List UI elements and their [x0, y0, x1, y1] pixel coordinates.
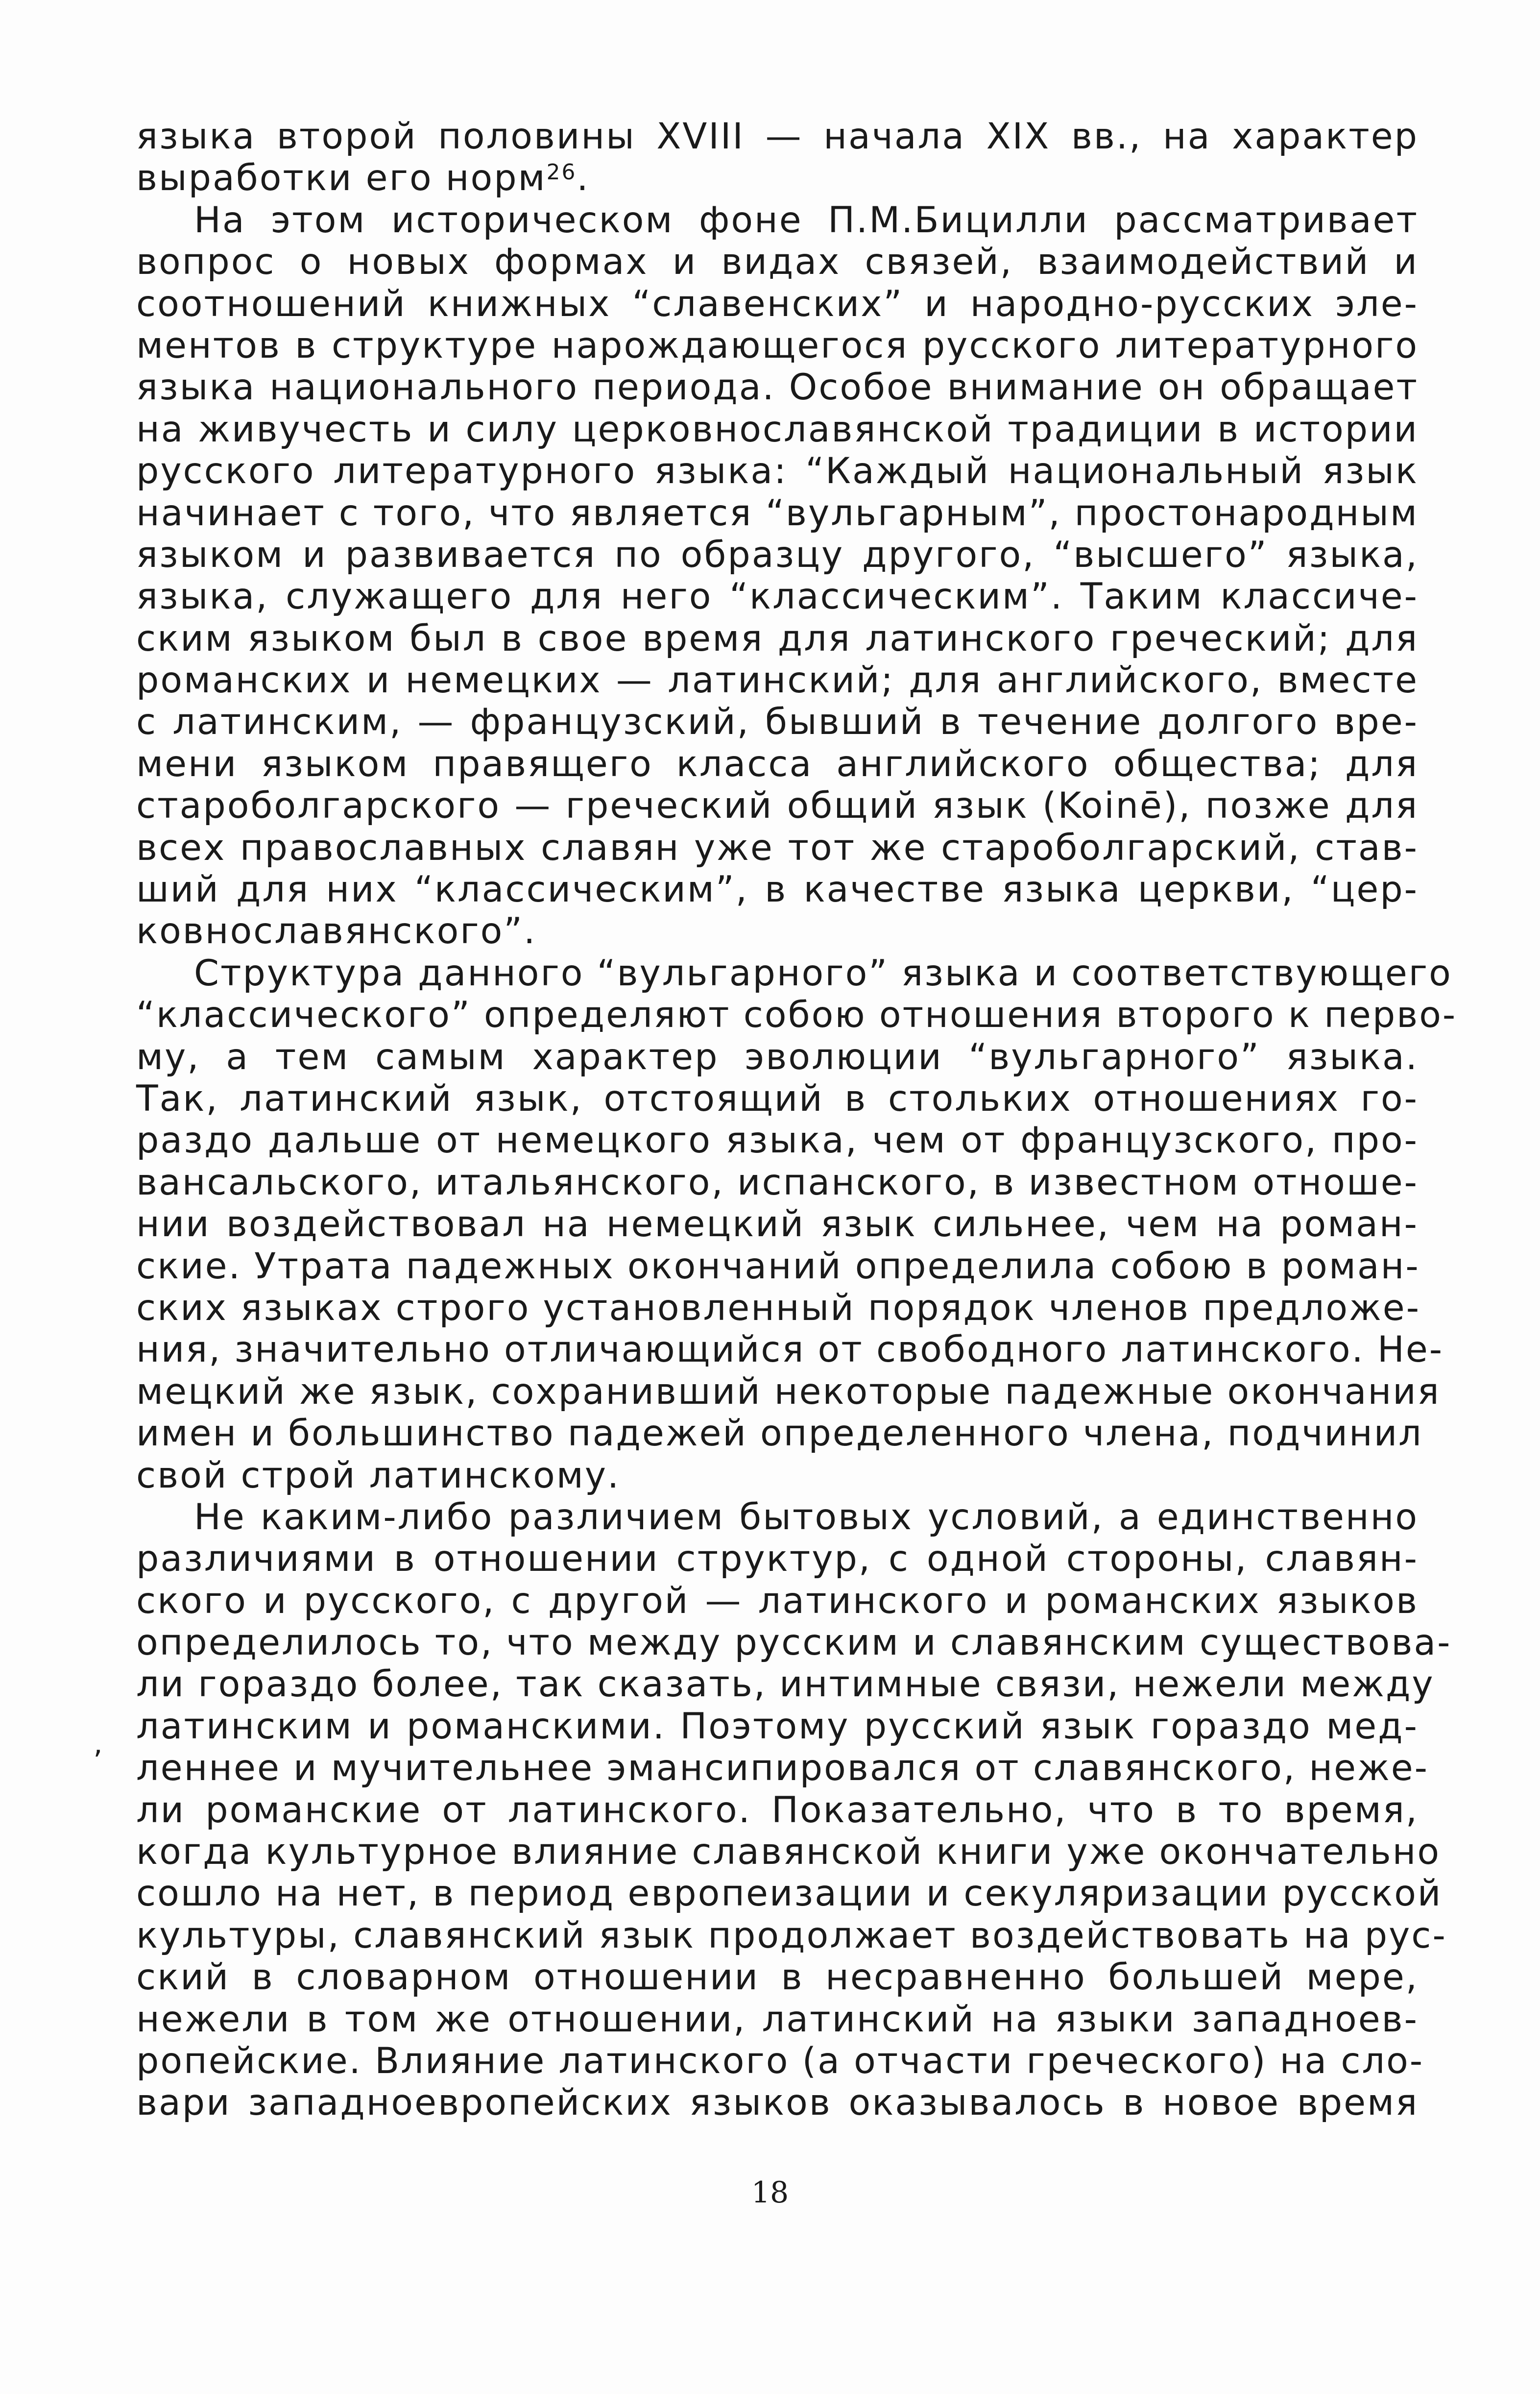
text-line: латинским и романскими. Поэтому русский язык гораздо мед- — [136, 1705, 1419, 1747]
text-line: имен и большинство падежей определенного члена, подчинил — [136, 1413, 1423, 1455]
text-line: вансальского, итальянского, испанского, в известном отноше- — [136, 1161, 1419, 1203]
text-line: ли гораздо более, так сказать, интимные связи, нежели между — [136, 1663, 1435, 1706]
text-line: нии воздействовал на немецкий язык сильнее, чем на роман- — [136, 1203, 1419, 1246]
text-line: ского и русского, с другой — латинского и романских языков — [136, 1580, 1419, 1622]
text-line: всех православных славян уже тот же староболгарский, став- — [136, 827, 1419, 869]
text-line: языка второй половины XVIII — начала XIX вв., на характер — [136, 116, 1419, 157]
text-line: Не каким-либо различием бытовых условий, а единственно — [194, 1496, 1419, 1538]
paragraph-2 — [136, 199, 1419, 953]
text-line — [136, 157, 1419, 199]
text-line: языка, служащего для него “классическим”. Таким классиче- — [136, 576, 1419, 618]
text-line: мени языком правящего класса английского общества; для — [136, 743, 1419, 785]
text-line: На этом историческом фоне П.М.Бицилли рассматривает — [194, 199, 1419, 241]
text-line: свой строй латинскому. — [136, 1454, 621, 1496]
text-line: культуры, славянский язык продолжает воздействовать на рус- — [136, 1914, 1447, 1956]
text-line: вари западноевропейских языков оказывалось в новое время — [136, 2082, 1419, 2124]
text-line: мецкий же язык, сохранивший некоторые падежные окончания — [136, 1370, 1441, 1413]
text-line: Структура данного “вульгарного” языка и соответствующего — [194, 952, 1452, 994]
text-line: ший для них “классическим”, в качестве языка церкви, “цер- — [136, 869, 1419, 911]
text-line: ским языком был в свое время для латинского греческий; для — [136, 617, 1419, 660]
text-line: ропейские. Влияние латинского (а отчасти греческого) на сло- — [136, 2040, 1424, 2082]
paragraph-1 — [136, 116, 1419, 199]
text-line: ли романские от латинского. Показательно, что в то время, — [136, 1789, 1419, 1831]
footnote-ref: 26 — [546, 160, 577, 185]
text-line: когда культурное влияние славянской книги уже окончательно — [136, 1831, 1441, 1873]
text-line: ния, значительно отличающийся от свободного латинского. Не- — [136, 1329, 1444, 1371]
margin-mark: ʼ — [93, 1744, 103, 1779]
text-line: языка национального периода. Особое внимание он обращает — [136, 366, 1419, 409]
text-line: соотношений книжных “славенских” и народно-русских эле- — [136, 283, 1419, 325]
text-line: Так, латинский язык, отстоящий в стольких отношениях го- — [136, 1077, 1419, 1120]
text-line: на живучесть и силу церковнославянской традиции в истории — [136, 408, 1419, 450]
paragraph-3 — [136, 952, 1457, 1496]
text-line: русского литературного языка: “Каждый национальный язык — [136, 450, 1419, 492]
text-line: леннее и мучительнее эмансипировался от славянского, неже- — [136, 1747, 1429, 1789]
text-line: ковнославянского”. — [136, 910, 537, 953]
text-line: “классического” определяют собою отношения второго к перво- — [136, 994, 1457, 1036]
text-line: му, а тем самым характер эволюции “вульгарного” языка. — [136, 1036, 1419, 1078]
text-line: раздо дальше от немецкого языка, чем от французского, про- — [136, 1120, 1419, 1162]
text-line-content: выработки его норм — [136, 157, 547, 199]
text-line: ские. Утрата падежных окончаний определила собою в роман- — [136, 1245, 1420, 1287]
text-line: романских и немецких — латинский; для английского, вместе — [136, 660, 1419, 702]
text-line: определилось то, что между русским и славянским существова- — [136, 1622, 1452, 1664]
text-line: ментов в структуре нарождающегося русского литературного — [136, 324, 1419, 366]
text-line: староболгарского — греческий общий язык (Koinē), позже для — [136, 785, 1419, 827]
text-line: с латинским, — французский, бывший в течение долгого вре- — [136, 701, 1419, 743]
text-line: начинает с того, что является “вульгарным”, простонародным — [136, 492, 1419, 534]
text-line: ских языках строго установленный порядок членов предложе- — [136, 1287, 1421, 1329]
text-line: различиями в отношении структур, с одной стороны, славян- — [136, 1538, 1419, 1580]
paragraph-4 — [136, 1496, 1452, 2124]
text-line: языком и развивается по образцу другого, “высшего” языка, — [136, 534, 1419, 576]
page-number: 18 — [751, 2175, 789, 2210]
footnote-tail: . — [577, 157, 590, 199]
text-line: нежели в том же отношении, латинский на языки западноев- — [136, 1998, 1419, 2040]
text-line: вопрос о новых формах и видах связей, взаимодействий и — [136, 241, 1419, 283]
text-column — [136, 116, 1457, 2124]
text-line: ский в словарном отношении в несравненно большей мере, — [136, 1956, 1419, 1999]
text-line: сошло на нет, в период европеизации и секуляризации русской — [136, 1873, 1443, 1915]
